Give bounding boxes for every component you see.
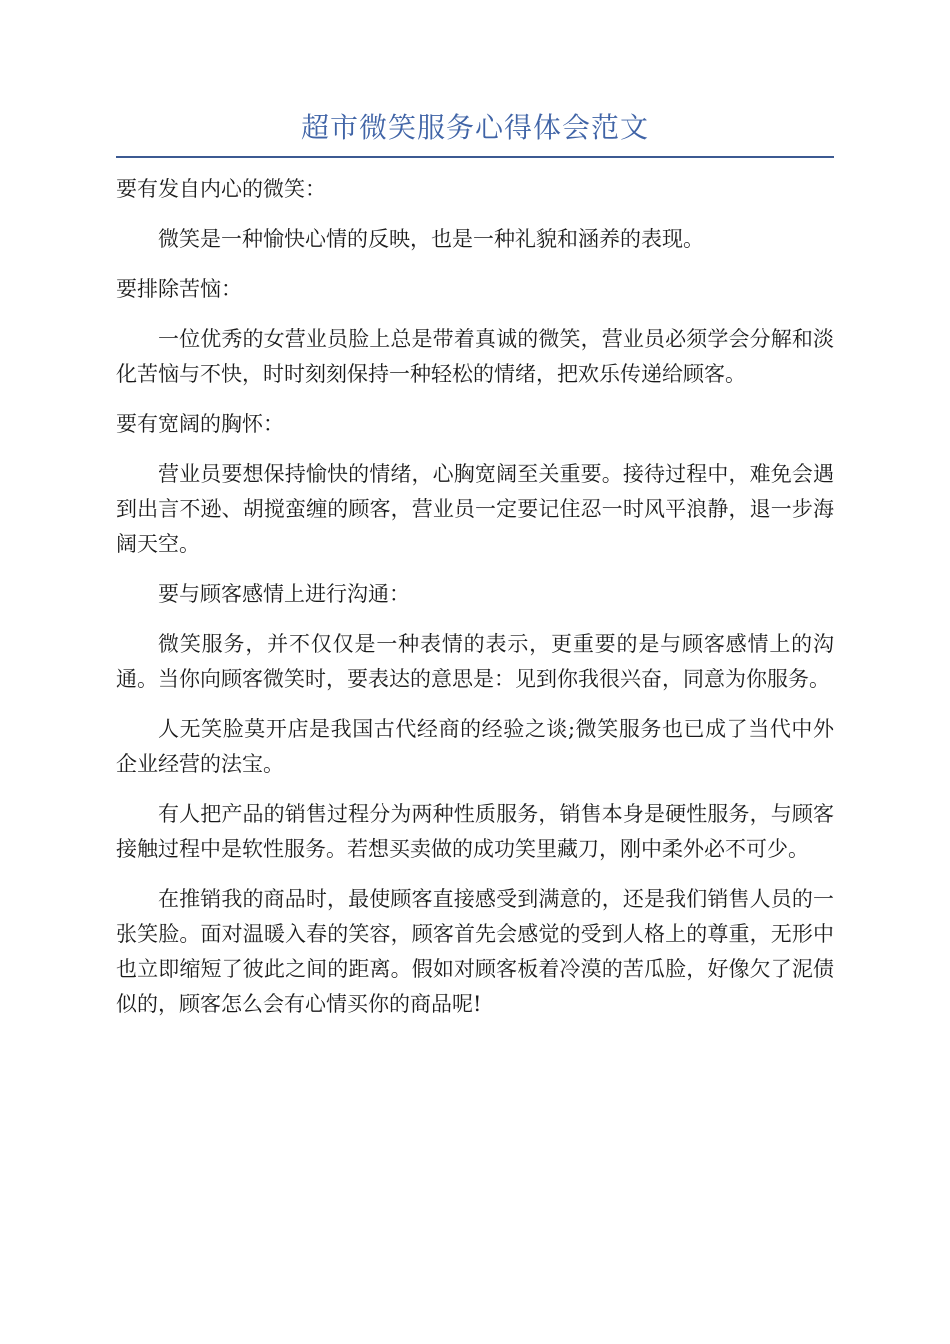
paragraph-broad-mind: 营业员要想保持愉快的情绪，心胸宽阔至关重要。接待过程中，难免会遇到出言不逊、胡搅蛮缠的顾客，营业员一定要记住忍一时风平浪静，退一步海阔天空。 [116, 462, 834, 556]
paragraph-smiling-face: 在推销我的商品时，最使顾客直接感受到满意的，还是我们销售人员的一张笑脸。面对温暖入春的笑容，顾客首先会感觉的受到人格上的尊重，无形中也立即缩短了彼此之间的距离。假如对顾客板着冷漠的苦瓜脸，好像欠了泥债似的，顾客怎么会有心情买你的商品呢! [116, 887, 834, 1016]
section-heading-communication: 要与顾客感情上进行沟通： [158, 582, 410, 606]
title-block [116, 108, 834, 158]
paragraph-communication: 微笑服务，并不仅仅是一种表情的表示，更重要的是与顾客感情上的沟通。当你向顾客微笑时，要表达的意思是：见到你我很兴奋，同意为你服务。 [116, 632, 834, 691]
section-heading-smile: 要有发自内心的微笑： [116, 177, 326, 201]
paragraph-business-proverb: 人无笑脸莫开店是我国古代经商的经验之谈;微笑服务也已成了当代中外企业经营的法宝。 [116, 717, 834, 776]
document-body [116, 172, 834, 1037]
section-heading-remove-worries: 要排除苦恼： [116, 277, 242, 301]
paragraph-remove-worries: 一位优秀的女营业员脸上总是带着真诚的微笑，营业员必须学会分解和淡化苦恼与不快，时时刻刻保持一种轻松的情绪，把欢乐传递给顾客。 [116, 327, 834, 386]
section-heading-broad-mind: 要有宽阔的胸怀： [116, 412, 284, 436]
document-title: 超市微笑服务心得体会范文 [300, 111, 649, 144]
paragraph-smile-meaning: 微笑是一种愉快心情的反映，也是一种礼貌和涵养的表现。 [158, 227, 704, 251]
paragraph-soft-service: 有人把产品的销售过程分为两种性质服务，销售本身是硬性服务，与顾客接触过程中是软性服务。若想买卖做的成功笑里藏刀，刚中柔外必不可少。 [116, 802, 834, 861]
